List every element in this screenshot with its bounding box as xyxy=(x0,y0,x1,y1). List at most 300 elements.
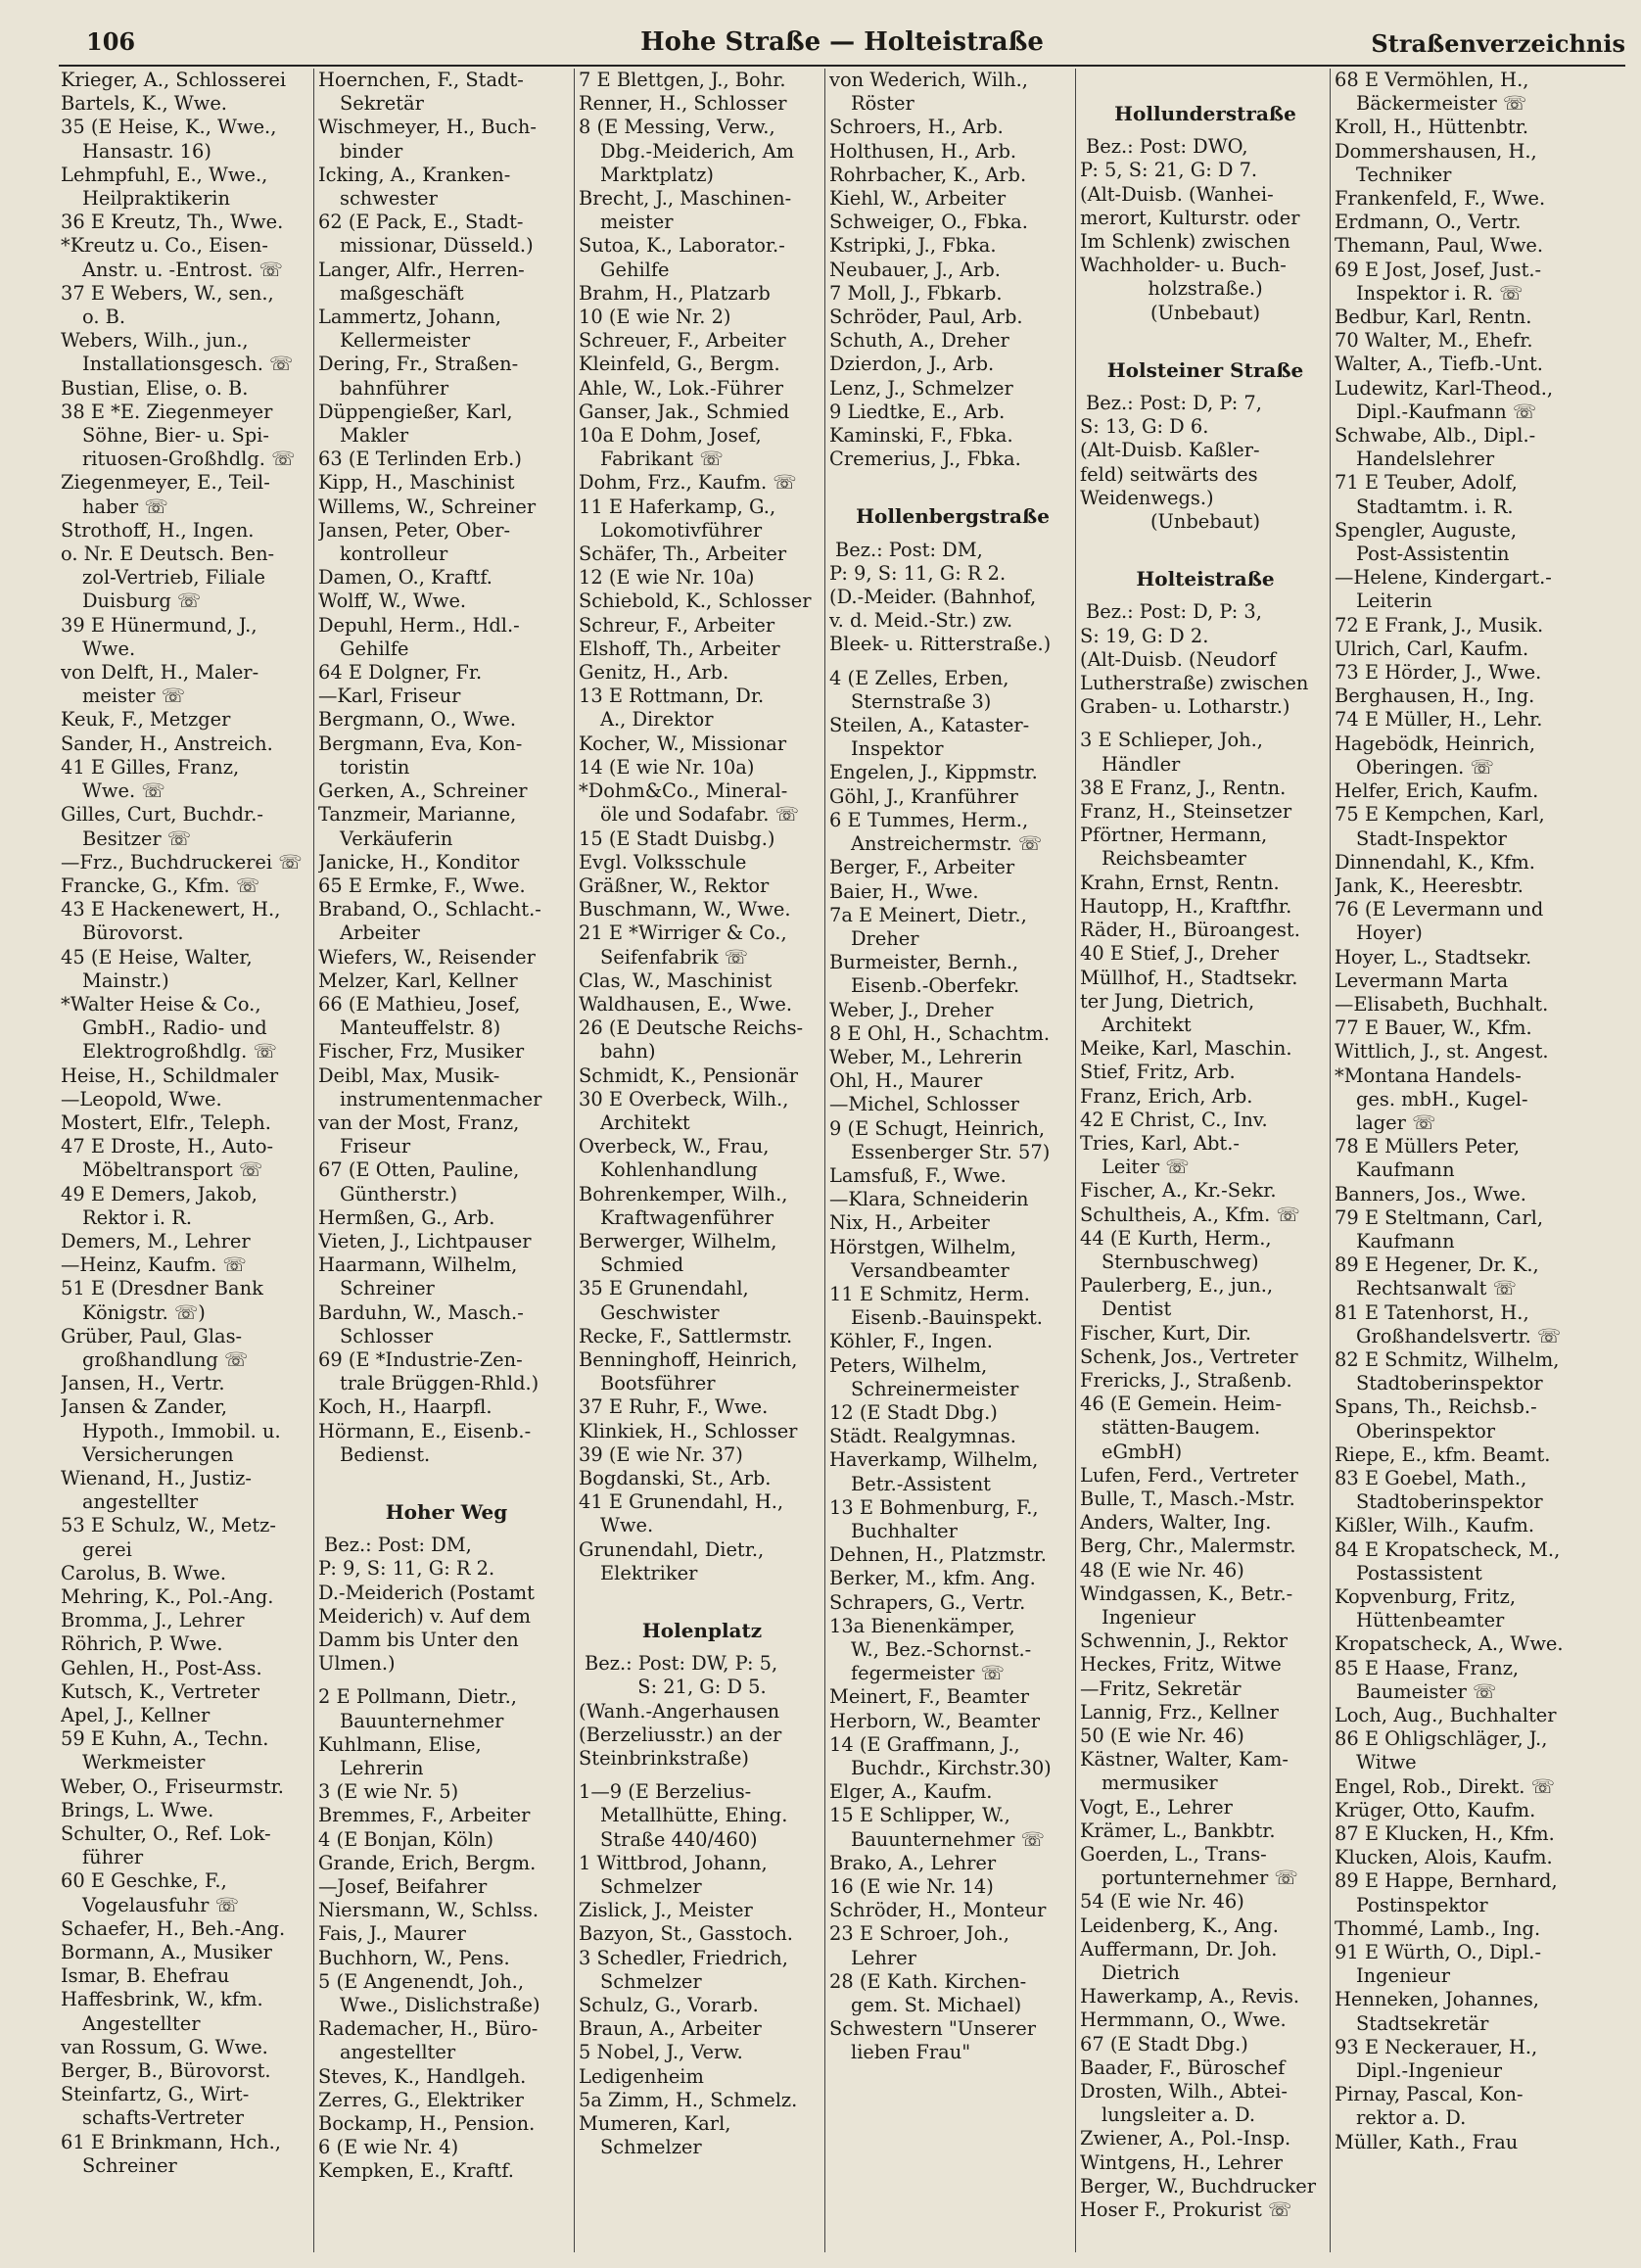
entry-line: Tries, Karl, Abt.- xyxy=(1080,1131,1240,1155)
entry-line: —Josef, Beifahrer xyxy=(318,1875,488,1899)
entry-line: Dohm, Frz., Kaufm. ☏ xyxy=(579,471,797,495)
entry-line: 13 E Rottmann, Dr. xyxy=(579,685,765,708)
entry-line: Hermmann, O., Wwe. xyxy=(1080,2008,1287,2032)
entry-line: 9 (E Schugt, Heinrich, xyxy=(829,1116,1046,1140)
entry-line: Kaminski, F., Fbka. xyxy=(829,424,1013,448)
entry-line: Bürovorst. xyxy=(82,921,184,945)
entry-line: Klinkiek, H., Schlosser xyxy=(579,1419,798,1442)
entry-line: Brahm, H., Platzarb xyxy=(579,281,771,305)
entry-line: Buschmann, W., Wwe. xyxy=(579,898,791,921)
entry-line: Betr.-Assistent xyxy=(851,1472,991,1495)
entry-line: Lehrerin xyxy=(340,1757,424,1780)
entry-line: Dreher xyxy=(851,926,919,950)
entry-line: Postinspektor xyxy=(1356,1893,1488,1916)
entry-line: Grüber, Paul, Glas- xyxy=(61,1324,243,1347)
entry-line: 70 Walter, M., Ehefr. xyxy=(1335,329,1533,353)
entry-line: Heilpraktikerin xyxy=(82,187,230,211)
entry-line: 11 E Haferkamp, G., xyxy=(579,495,776,518)
entry-line: *Montana Handels- xyxy=(1335,1063,1522,1087)
entry-line: schwester xyxy=(340,187,438,211)
entry-line: Genitz, H., Arb. xyxy=(579,661,729,685)
entry-line: Windgassen, K., Betr.- xyxy=(1080,1582,1293,1605)
entry-line: Banners, Jos., Wwe. xyxy=(1335,1182,1526,1205)
entry-line: lager ☏ xyxy=(1356,1110,1436,1134)
entry-line: Kaufmann xyxy=(1356,1229,1455,1252)
entry-line: Pirnay, Pascal, Kon- xyxy=(1335,2083,1524,2106)
section-title: Straßenverzeichnis xyxy=(1371,29,1625,58)
entry-line: Bromma, J., Lehrer xyxy=(61,1609,245,1632)
street-heading: Hoher Weg xyxy=(385,1499,508,1524)
entry-line: ges. mbH., Kugel- xyxy=(1356,1087,1528,1110)
entry-line: 93 E Neckerauer, H., xyxy=(1335,2035,1538,2058)
entry-line: Evgl. Volksschule xyxy=(579,850,747,874)
entry-line: Holthusen, H., Arb. xyxy=(829,139,1017,163)
entry-line: Lehmpfuhl, E., Wwe., xyxy=(61,163,268,186)
column-5 xyxy=(1075,69,1331,2252)
entry-line: Weber, M., Lehrerin xyxy=(829,1045,1023,1068)
entry-line: gem. St. Michael) xyxy=(851,1994,1022,2017)
entry-line: Ingenieur xyxy=(1102,1605,1196,1629)
entry-line: Berker, M., kfm. Ang. xyxy=(829,1567,1036,1590)
entry-line: Techniker xyxy=(1356,163,1452,186)
entry-line: Lufen, Ferd., Vertreter xyxy=(1080,1463,1298,1487)
entry-line: 37 E Ruhr, F., Wwe. xyxy=(579,1395,769,1419)
entry-line: Mehring, K., Pol.-Ang. xyxy=(61,1585,274,1608)
entry-line: Goerden, L., Trans- xyxy=(1080,1843,1267,1866)
entry-line: Damm bis Unter den xyxy=(318,1629,519,1651)
entry-line: Witwe xyxy=(1356,1751,1417,1774)
entry-line: Ahle, W., Lok.-Führer xyxy=(579,376,783,400)
entry-line: 41 E Grunendahl, H., xyxy=(579,1490,784,1514)
entry-line: Ludewitz, Karl-Theod., xyxy=(1335,376,1554,400)
entry-line: 42 E Christ, C., Inv. xyxy=(1080,1108,1268,1131)
entry-line: (Wanh.-Angerhausen xyxy=(579,1699,780,1723)
entry-line: 44 (E Kurth, Herm., xyxy=(1080,1226,1272,1250)
entry-line: 39 E Hünermund, J., xyxy=(61,613,258,637)
entry-line: Möbeltransport ☏ xyxy=(82,1158,263,1182)
entry-line: *Dohm&Co., Mineral- xyxy=(579,780,788,803)
entry-line: Vogelausfuhr ☏ xyxy=(82,1893,239,1916)
entry-line: 75 E Kempchen, Karl, xyxy=(1335,803,1545,827)
column-1 xyxy=(61,69,307,2252)
entry-line: Kroll, H., Hüttenbtr. xyxy=(1335,116,1529,139)
entry-line: 5a Zimm, H., Schmelz. xyxy=(579,2088,798,2111)
entry-line: Geschwister xyxy=(600,1300,720,1324)
entry-line: van der Most, Franz, xyxy=(318,1110,520,1134)
entry-line: Anders, Walter, Ing. xyxy=(1080,1511,1272,1535)
entry-line: Schmidt, K., Pensionär xyxy=(579,1063,799,1087)
street-heading: Holteistraße xyxy=(1136,567,1275,591)
entry-line: Helfer, Erich, Kaufm. xyxy=(1335,780,1539,803)
entry-line: Düppengießer, Karl, xyxy=(318,400,513,423)
entry-line: Franz, Erich, Arb. xyxy=(1080,1084,1253,1108)
entry-line: 7 E Blettgen, J., Bohr. xyxy=(579,69,786,91)
entry-line: Schreur, F., Arbeiter xyxy=(579,613,775,637)
street-note xyxy=(318,1676,575,1685)
entry-line: Niersmann, W., Schlss. xyxy=(318,1899,539,1922)
entry-line: Wittlich, J., st. Angest. xyxy=(1335,1040,1549,1063)
entry-line: Bäckermeister ☏ xyxy=(1356,92,1527,116)
entry-line: Sternstraße 3) xyxy=(851,689,992,713)
entry-line: Brako, A., Lehrer xyxy=(829,1851,997,1874)
entry-line: 38 E Franz, J., Rentn. xyxy=(1080,776,1287,799)
entry-line: Schreinermeister xyxy=(851,1377,1019,1400)
entry-line: Schmelzer xyxy=(600,1875,702,1899)
entry-line: Kempken, E., Kraftf. xyxy=(318,2159,514,2183)
entry-line: (Alt-Duisb. (Wanhei- xyxy=(1080,182,1274,206)
entry-line: Bremmes, F., Arbeiter xyxy=(318,1804,531,1827)
entry-line: Räder, H., Büroangest. xyxy=(1080,919,1300,942)
entry-line: Oberinspektor xyxy=(1356,1419,1496,1442)
entry-line: Vieten, J., Lichtpauser xyxy=(318,1229,532,1252)
entry-line: Schrapers, G., Vertr. xyxy=(829,1590,1026,1614)
entry-line: Hörstgen, Wilhelm, xyxy=(829,1235,1017,1258)
street-note xyxy=(829,657,1076,667)
entry-line: Thommé, Lamb., Ing. xyxy=(1335,1916,1541,1940)
entry-line: Fischer, Kurt, Dir. xyxy=(1080,1321,1251,1345)
entry-line: Wischmeyer, H., Buch- xyxy=(318,116,537,139)
entry-line: Arbeiter xyxy=(340,921,420,945)
entry-line: Berger, B., Bürovorst. xyxy=(61,2059,271,2083)
entry-line: 1—9 (E Berzelius- xyxy=(579,1780,752,1804)
entry-line: Mumeren, Karl, xyxy=(579,2112,731,2136)
entry-line: van Rossum, G. Wwe. xyxy=(61,2035,268,2058)
entry-line: Kleinfeld, G., Bergm. xyxy=(579,353,780,376)
entry-line: Lehrer xyxy=(851,1946,916,1969)
entry-line: 87 E Klucken, H., Kfm. xyxy=(1335,1822,1555,1846)
entry-line: Weber, O., Friseurmstr. xyxy=(61,1774,284,1798)
street-heading: Holenplatz xyxy=(641,1619,763,1642)
page-header xyxy=(59,25,1625,67)
entry-line: Burmeister, Bernh., xyxy=(829,951,1019,974)
entry-line: fegermeister ☏ xyxy=(851,1662,1005,1685)
entry-line: Händler xyxy=(1102,752,1181,776)
entry-line: 53 E Schulz, W., Metz- xyxy=(61,1514,276,1537)
entry-line: Schmied xyxy=(600,1253,684,1277)
entry-line: 67 (E Stadt Dbg.) xyxy=(1080,2032,1248,2055)
entry-line: Baader, F., Büroschef xyxy=(1080,2055,1286,2079)
entry-line: Elektrogroßhdlg. ☏ xyxy=(82,1040,277,1063)
entry-line: S: 13, G: D 6. xyxy=(1080,415,1209,439)
entry-line: P: 9, S: 11, G: R 2. xyxy=(829,561,1007,585)
entry-line: Schulz, G., Vorarb. xyxy=(579,1994,759,2017)
entry-line: Schultheis, A., Kfm. ☏ xyxy=(1080,1203,1300,1226)
entry-line: Dehnen, H., Platzmstr. xyxy=(829,1543,1047,1567)
entry-line: 10a E Dohm, Josef, xyxy=(579,424,762,448)
entry-line: 14 (E wie Nr. 10a) xyxy=(579,755,755,779)
entry-line: Ulmen.) xyxy=(318,1652,396,1676)
entry-line: (Alt-Duisb. (Neudorf xyxy=(1080,647,1277,671)
entry-line: 13 E Bohmenburg, F., xyxy=(829,1495,1039,1519)
entry-line: Großhandelsvertr. ☏ xyxy=(1356,1324,1562,1347)
entry-line: ter Jung, Dietrich, xyxy=(1080,989,1255,1013)
entry-line: Kipp, H., Maschinist xyxy=(318,471,515,495)
entry-line: (D.-Meider. (Bahnhof, xyxy=(829,586,1037,609)
entry-line: Bazyon, St., Gasstoch. xyxy=(579,1922,793,1946)
entry-line: Ismar, B. Ehefrau xyxy=(61,1964,230,1988)
entry-line: Bauunternehmer ☏ xyxy=(851,1827,1045,1851)
entry-line: Schwestern "Unserer xyxy=(829,2017,1037,2041)
entry-line: Schreiner xyxy=(82,2153,177,2177)
entry-line: Schweiger, O., Fbka. xyxy=(829,211,1028,234)
entry-line: —Leopold, Wwe. xyxy=(61,1087,222,1110)
entry-line: 77 E Bauer, W., Kfm. xyxy=(1335,1016,1532,1040)
entry-line: S: 19, G: D 2. xyxy=(1080,624,1209,647)
entry-line: Fais, J., Maurer xyxy=(318,1922,466,1946)
entry-line: Braun, A., Arbeiter xyxy=(579,2017,762,2041)
entry-line: Frericks, J., Straßenb. xyxy=(1080,1368,1292,1392)
entry-line: Architekt xyxy=(1102,1013,1192,1036)
entry-line: Willems, W., Schreiner xyxy=(318,495,537,518)
entry-line: 16 (E wie Nr. 14) xyxy=(829,1875,994,1899)
entry-line: 83 E Goebel, Math., xyxy=(1335,1466,1527,1489)
entry-line: Versicherungen xyxy=(82,1442,234,1466)
entry-line: Gilles, Curt, Buchdr.- xyxy=(61,803,263,827)
entry-line: bahnführer xyxy=(340,376,449,400)
entry-line: Lutherstraße) zwischen xyxy=(1080,672,1309,695)
entry-line: Koch, H., Haarpfl. xyxy=(318,1395,492,1419)
entry-line: Sander, H., Anstreich. xyxy=(61,732,273,755)
entry-line: Apel, J., Kellner xyxy=(61,1704,211,1727)
street-note: Bez.: Post: D, P: 7, xyxy=(1086,392,1262,415)
entry-line: Ingenieur xyxy=(1356,1964,1450,1988)
column-4 xyxy=(824,69,1076,2252)
entry-line: Weidenwegs.) xyxy=(1080,486,1214,509)
entry-line: Elger, A., Kaufm. xyxy=(829,1780,993,1804)
entry-line: Berwerger, Wilhelm, xyxy=(579,1229,777,1252)
entry-line: 1 Wittbrod, Johann, xyxy=(579,1851,768,1874)
entry-line: 51 E (Dresdner Bank xyxy=(61,1277,263,1300)
entry-line: Schmelzer xyxy=(600,2136,702,2159)
entry-line: trale Brüggen-Rhld.) xyxy=(340,1372,539,1395)
entry-line: Jank, K., Heeresbtr. xyxy=(1335,874,1524,897)
entry-line: Hagebödk, Heinrich, xyxy=(1335,732,1535,755)
entry-line: Oberingen. ☏ xyxy=(1356,755,1494,779)
entry-line: Schroers, H., Arb. xyxy=(829,116,1004,139)
entry-line: Schiebold, K., Schlosser xyxy=(579,590,812,613)
entry-line: Wwe. ☏ xyxy=(82,780,165,803)
entry-line: Schmelzer xyxy=(600,1969,702,1993)
entry-line: Wachholder- u. Buch- xyxy=(1080,254,1287,277)
entry-line: haber ☏ xyxy=(82,495,168,518)
column-2 xyxy=(313,69,575,2252)
entry-line: 3 (E wie Nr. 5) xyxy=(318,1780,459,1804)
entry-line: Krämer, L., Bankbtr. xyxy=(1080,1819,1276,1842)
entry-line: Engelen, J., Kippmstr. xyxy=(829,761,1038,784)
entry-line: Wwe., Dislichstraße) xyxy=(340,1994,540,2017)
entry-line: Wiefers, W., Reisender xyxy=(318,945,536,969)
entry-line: 89 E Happe, Bernhard, xyxy=(1335,1869,1558,1893)
entry-line: 71 E Teuber, Adolf, xyxy=(1335,471,1518,495)
entry-line: 47 E Droste, H., Auto- xyxy=(61,1135,274,1158)
entry-line: 11 E Schmitz, Herm. xyxy=(829,1282,1030,1305)
entry-line: Berger, W., Buchdrucker xyxy=(1080,2174,1316,2197)
entry-line: Haarmann, Wilhelm, xyxy=(318,1253,518,1277)
entry-line: 12 (E Stadt Dbg.) xyxy=(829,1400,998,1424)
entry-line: Inspektor xyxy=(851,737,944,761)
entry-line: Dommershausen, H., xyxy=(1335,139,1537,163)
entry-line: Bormann, A., Musiker xyxy=(61,1941,272,1964)
entry-line: 7 Moll, J., Fbkarb. xyxy=(829,281,1003,305)
entry-line: Kuhlmann, Elise, xyxy=(318,1732,482,1756)
entry-line: Schuth, A., Dreher xyxy=(829,329,1009,353)
entry-line: kontrolleur xyxy=(340,543,448,566)
entry-line: D.-Meiderich (Postamt xyxy=(318,1581,535,1604)
entry-line: Auffermann, Dr. Joh. xyxy=(1080,1937,1278,1961)
entry-line: Peters, Wilhelm, xyxy=(829,1353,988,1377)
entry-line: Lamsfuß, F., Wwe. xyxy=(829,1163,1007,1187)
entry-line: Graben- u. Lotharstr.) xyxy=(1080,695,1290,719)
entry-line: Dipl.-Ingenieur xyxy=(1356,2059,1503,2083)
entry-line: Bergmann, Eva, Kon- xyxy=(318,732,523,755)
entry-line: Engel, Rob., Direkt. ☏ xyxy=(1335,1774,1555,1798)
entry-line: 14 (E Graffmann, J., xyxy=(829,1732,1020,1756)
entry-line: Carolus, B. Wwe. xyxy=(61,1561,227,1584)
entry-line: 74 E Müller, H., Lehr. xyxy=(1335,708,1543,732)
entry-line: Bartels, K., Wwe. xyxy=(61,92,227,116)
entry-line: Krüger, Otto, Kaufm. xyxy=(1335,1798,1536,1821)
entry-line: Stadt-Inspektor xyxy=(1356,827,1507,850)
entry-line: 6 E Tummes, Herm., xyxy=(829,808,1029,831)
entry-line: 5 (E Angenendt, Joh., xyxy=(318,1969,525,1993)
entry-line: Röster xyxy=(851,92,914,116)
entry-line: Wwe. xyxy=(600,1514,654,1537)
entry-line: Meinert, F., Beamter xyxy=(829,1685,1030,1709)
entry-line: Schröder, H., Monteur xyxy=(829,1899,1047,1922)
entry-line: Bustian, Elise, o. B. xyxy=(61,376,249,400)
entry-line: maßgeschäft xyxy=(340,281,464,305)
entry-line: Söhne, Bier- u. Spi- xyxy=(82,424,269,448)
entry-line: 8 E Ohl, H., Schachtm. xyxy=(829,1021,1051,1045)
entry-line: Steinbrinkstraße) xyxy=(579,1747,749,1771)
entry-line: 28 (E Kath. Kirchen- xyxy=(829,1969,1027,1993)
entry-line: Kiehl, W., Arbeiter xyxy=(829,187,1007,211)
entry-line: Baumeister ☏ xyxy=(1356,1679,1497,1703)
entry-line: lieben Frau" xyxy=(851,2041,971,2064)
street-note xyxy=(1080,719,1331,729)
street-note: (Unbebaut) xyxy=(1149,301,1261,324)
entry-line: toristin xyxy=(340,755,410,779)
entry-line: stätten-Baugem. xyxy=(1102,1416,1261,1440)
entry-line: Stadtamtm. i. R. xyxy=(1356,495,1514,518)
entry-line: Kutsch, K., Vertreter xyxy=(61,1679,259,1703)
entry-line: Riepe, E., kfm. Beamt. xyxy=(1335,1442,1551,1466)
entry-line: 72 E Frank, J., Musik. xyxy=(1335,613,1544,637)
entry-line: 81 E Tatenhorst, H., xyxy=(1335,1300,1529,1324)
entry-line: Schulter, O., Ref. Lok- xyxy=(61,1822,271,1846)
entry-line: Spans, Th., Reichsb.- xyxy=(1335,1395,1537,1419)
entry-line: Bulle, T., Masch.-Mstr. xyxy=(1080,1487,1295,1510)
entry-line: Ledigenheim xyxy=(579,2064,704,2088)
entry-line: Demers, M., Lehrer xyxy=(61,1229,251,1252)
entry-line: Kocher, W., Missionar xyxy=(579,732,787,755)
entry-line: Langer, Alfr., Herren- xyxy=(318,258,525,281)
entry-line: 38 E *E. Ziegenmeyer xyxy=(61,400,273,423)
entry-line: Grunendahl, Dietr., xyxy=(579,1537,765,1561)
entry-line: v. d. Meid.-Str.) zw. xyxy=(829,609,1013,633)
entry-line: Icking, A., Kranken- xyxy=(318,163,511,186)
entry-line: Neubauer, J., Arb. xyxy=(829,258,1001,281)
entry-line: 30 E Overbeck, Wilh., xyxy=(579,1087,789,1110)
entry-line: 3 Schedler, Friedrich, xyxy=(579,1946,788,1969)
entry-line: Anstreichermstr. ☏ xyxy=(851,832,1043,856)
entry-line: Schlosser xyxy=(340,1324,434,1347)
entry-line: —Elisabeth, Buchhalt. xyxy=(1335,992,1549,1016)
entry-line: Leidenberg, K., Ang. xyxy=(1080,1914,1279,1937)
entry-line: großhandlung ☏ xyxy=(82,1347,249,1371)
entry-line: Paulerberg, E., jun., xyxy=(1080,1274,1274,1298)
entry-line: 4 (E Bonjan, Köln) xyxy=(318,1827,494,1851)
entry-line: Heckes, Fritz, Witwe xyxy=(1080,1653,1282,1677)
entry-line: P: 9, S: 11, G: R 2. xyxy=(318,1557,495,1581)
entry-line: Göhl, J., Kranführer xyxy=(829,784,1018,808)
entry-line: Ziegenmeyer, E., Teil- xyxy=(61,471,270,495)
entry-line: Haverkamp, Wilhelm, xyxy=(829,1448,1039,1472)
entry-line: Kißler, Wilh., Kaufm. xyxy=(1335,1514,1535,1537)
entry-line: Gerken, A., Schreiner xyxy=(318,780,528,803)
entry-line: 12 (E wie Nr. 10a) xyxy=(579,566,755,590)
entry-line: Loch, Aug., Buchhalter xyxy=(1335,1704,1557,1727)
entry-line: Spengler, Auguste, xyxy=(1335,518,1517,542)
entry-line: Kopvenburg, Fritz, xyxy=(1335,1585,1516,1608)
entry-line: 39 (E wie Nr. 37) xyxy=(579,1442,743,1466)
entry-line: Klucken, Alois, Kaufm. xyxy=(1335,1846,1553,1869)
entry-line: Levermann Marta xyxy=(1335,969,1509,992)
entry-line: Wolff, W., Wwe. xyxy=(318,590,467,613)
column-6 xyxy=(1330,69,1622,2252)
entry-line: Städt. Realgymnas. xyxy=(829,1425,1016,1448)
entry-line: Meiderich) v. Auf dem xyxy=(318,1604,532,1628)
entry-line: Weber, J., Dreher xyxy=(829,998,994,1021)
entry-line: Vogt, E., Lehrer xyxy=(1080,1795,1233,1819)
entry-line: Elshoff, Th., Arbeiter xyxy=(579,637,780,660)
entry-line: Dentist xyxy=(1102,1298,1172,1321)
entry-line: Stief, Fritz, Arb. xyxy=(1080,1061,1236,1084)
entry-line: Dinnendahl, K., Kfm. xyxy=(1335,850,1535,874)
entry-line: Bergmann, O., Wwe. xyxy=(318,708,517,732)
entry-line: Marktplatz) xyxy=(600,163,714,186)
entry-line: Sutoa, K., Laborator.- xyxy=(579,234,785,258)
entry-line: Fischer, Frz, Musiker xyxy=(318,1040,525,1063)
page-number: 106 xyxy=(86,27,136,56)
entry-line: Fischer, A., Kr.-Sekr. xyxy=(1080,1179,1277,1203)
entry-line: Tanzmeir, Marianne, xyxy=(318,803,517,827)
entry-line: Erdmann, O., Vertr. xyxy=(1335,211,1522,234)
entry-line: Pförtner, Hermann, xyxy=(1080,824,1268,847)
entry-line: A., Direktor xyxy=(600,708,714,732)
entry-line: Bogdanski, St., Arb. xyxy=(579,1466,772,1489)
street-note: Bez.: Post: DWO, xyxy=(1086,135,1248,159)
entry-line: Gräßner, W., Rektor xyxy=(579,874,770,897)
entry-line: 86 E Ohligschläger, J., xyxy=(1335,1727,1548,1751)
entry-line: Kropatscheck, A., Wwe. xyxy=(1335,1632,1564,1656)
entry-line: missionar, Düsseld.) xyxy=(340,234,534,258)
entry-line: Anstr. u. -Entrost. ☏ xyxy=(82,258,283,281)
entry-line: Drosten, Wilh., Abtei- xyxy=(1080,2080,1288,2103)
entry-line: meister xyxy=(600,211,674,234)
entry-line: 35 E Grunendahl, xyxy=(579,1277,749,1300)
entry-line: Hermßen, G., Arb. xyxy=(318,1205,495,1229)
entry-line: 78 E Müllers Peter, xyxy=(1335,1135,1520,1158)
entry-line: Krieger, A., Schlosserei xyxy=(61,69,287,91)
entry-line: Wienand, H., Justiz- xyxy=(61,1466,252,1489)
entry-line: von Delft, H., Maler- xyxy=(61,661,259,685)
entry-line: Handelslehrer xyxy=(1356,448,1495,471)
street-note: Bez.: Post: DM, xyxy=(324,1534,472,1557)
entry-line: Lannig, Frz., Kellner xyxy=(1080,1700,1279,1724)
entry-line: Schenk, Jos., Vertreter xyxy=(1080,1345,1298,1368)
entry-line: 69 E Jost, Josef, Just.- xyxy=(1335,258,1542,281)
